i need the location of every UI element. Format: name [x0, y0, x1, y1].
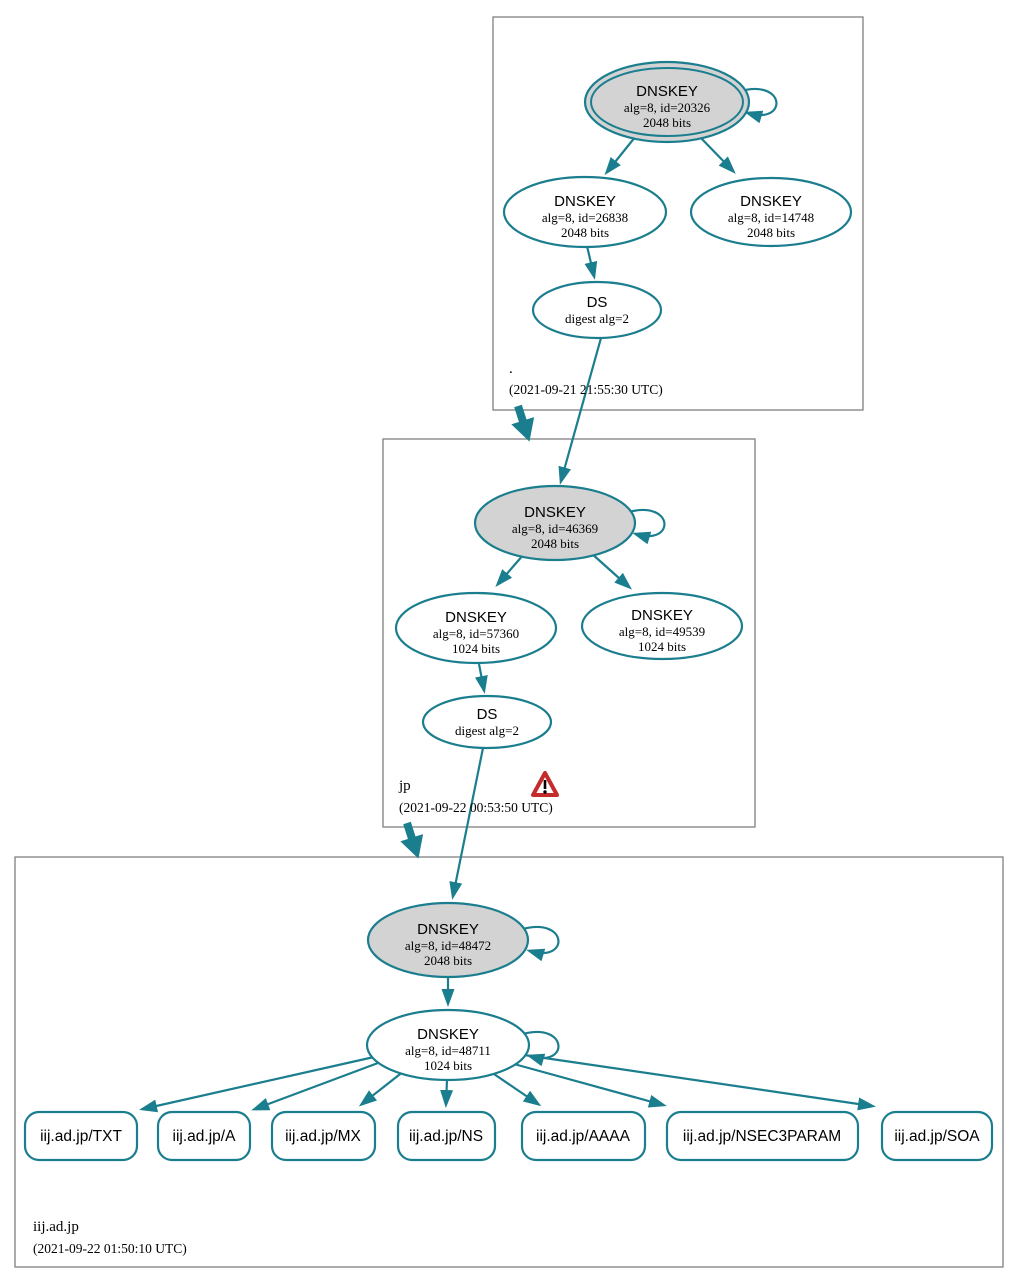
jp-ds-title: DS [476, 706, 498, 723]
jp-zsk-49539-title: DNSKEY [631, 607, 693, 624]
rrset-txt [25, 1112, 137, 1160]
jp-ksk-bits: 2048 bits [530, 536, 580, 551]
root-zsk-14748-title: DNSKEY [740, 193, 802, 210]
jp-ds-node [423, 696, 551, 748]
iij-zsk-bits: 1024 bits [423, 1058, 473, 1073]
iij-zsk-to-mx-edge [362, 1071, 404, 1104]
jp-ksk-title: DNSKEY [524, 504, 586, 521]
rrset-mx [272, 1112, 375, 1160]
root-zone-label: . [509, 361, 513, 377]
root-ksk-alg: alg=8, id=20326 [623, 100, 711, 115]
jp-zsk-49539-alg: alg=8, id=49539 [618, 624, 706, 639]
rrset-soa [882, 1112, 992, 1160]
jp-ds-to-iij-ksk-edge [453, 748, 483, 896]
root-ds-title: DS [586, 294, 608, 311]
warning-triangle-icon [533, 773, 557, 795]
jp-zone-label: jp [399, 778, 411, 794]
root-zsk-26838-node [504, 177, 666, 247]
rrset-row [25, 1112, 992, 1160]
rrset-txt-label: iij.ad.jp/TXT [40, 1128, 122, 1145]
rrset-mx-label: iij.ad.jp/MX [285, 1128, 361, 1145]
jp-zone-timestamp: (2021-09-22 00:53:50 UTC) [399, 800, 553, 815]
rrset-ns [398, 1112, 495, 1160]
jp-zsk-57360-title: DNSKEY [445, 609, 507, 626]
root-ksk-to-zsk-26838-edge [607, 136, 636, 172]
rrset-nsec3param-label: iij.ad.jp/NSEC3PARAM [682, 1128, 842, 1145]
iij-zsk-to-txt-edge [143, 1057, 374, 1109]
iij-zsk-to-aaaa-edge [491, 1072, 538, 1104]
warning-exclamation-dot [543, 790, 546, 793]
rrset-ns-label: iij.ad.jp/NS [408, 1128, 484, 1145]
jp-zsk-to-ds-edge [479, 664, 484, 690]
root-ds-digest: digest alg=2 [564, 311, 630, 326]
warning-exclamation-bar [544, 780, 547, 789]
jp-zsk-57360-bits: 1024 bits [451, 641, 501, 656]
iij-zsk-to-nsec3param-edge [514, 1064, 663, 1105]
iij-ksk-bits: 2048 bits [423, 953, 473, 968]
root-zsk-26838-bits: 2048 bits [560, 225, 610, 240]
root-zsk-14748-bits: 2048 bits [746, 225, 796, 240]
rrset-a [158, 1112, 250, 1160]
jp-zsk-49539-node [582, 593, 742, 659]
root-zone-timestamp: (2021-09-21 21:55:30 UTC) [509, 382, 663, 397]
root-ksk-bits: 2048 bits [642, 115, 692, 130]
root-ds-node [533, 282, 661, 338]
rrset-a-label: iij.ad.jp/A [172, 1128, 236, 1145]
iij-zsk-title: DNSKEY [417, 1026, 479, 1043]
iij-zone-label: iij.ad.jp [33, 1219, 79, 1235]
jp-ksk-to-zsk-49539-edge [591, 553, 629, 587]
root-zsk-26838-title: DNSKEY [554, 193, 616, 210]
root-zsk-14748-alg: alg=8, id=14748 [727, 210, 815, 225]
jp-ksk-to-zsk-57360-edge [498, 554, 524, 584]
root-ksk-node [585, 62, 749, 142]
jp-ds-digest: digest alg=2 [454, 723, 520, 738]
iij-ksk-alg: alg=8, id=48472 [404, 938, 492, 953]
rrset-aaaa [522, 1112, 645, 1160]
jp-ksk-alg: alg=8, id=46369 [511, 521, 599, 536]
root-zsk-26838-alg: alg=8, id=26838 [541, 210, 629, 225]
root-ksk-to-zsk-14748-edge [699, 136, 733, 171]
iij-zsk-alg: alg=8, id=48711 [405, 1043, 491, 1058]
jp-zsk-57360-node [396, 593, 556, 663]
root-ksk-title: DNSKEY [636, 83, 698, 100]
iij-ksk-node [368, 903, 528, 977]
root-zsk-to-ds-edge [587, 246, 594, 276]
rrset-nsec3param [667, 1112, 858, 1160]
iij-ksk-title: DNSKEY [417, 921, 479, 938]
rrset-aaaa-label: iij.ad.jp/AAAA [536, 1128, 630, 1145]
iij-zsk-to-ns-edge [446, 1080, 447, 1104]
jp-ksk-node [475, 486, 635, 560]
root-zsk-14748-node [691, 178, 851, 246]
iij-zone-timestamp: (2021-09-22 01:50:10 UTC) [33, 1241, 187, 1256]
jp-zsk-49539-bits: 1024 bits [637, 639, 687, 654]
iij-zsk-node [367, 1010, 529, 1080]
zone-root-edges [518, 89, 776, 481]
jp-zsk-57360-alg: alg=8, id=57360 [432, 626, 520, 641]
rrset-soa-label: iij.ad.jp/SOA [894, 1128, 980, 1145]
